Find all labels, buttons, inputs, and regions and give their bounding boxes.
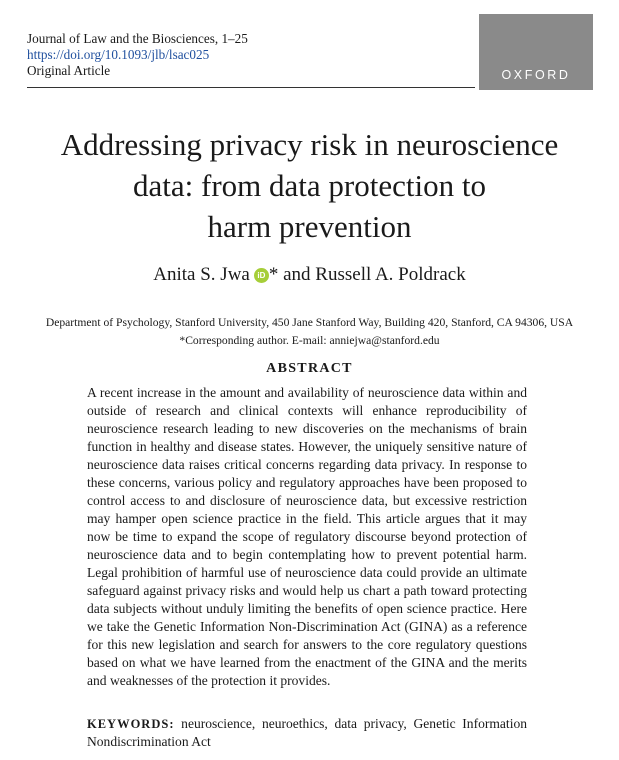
header-divider: [27, 87, 475, 88]
corresponding-author: *Corresponding author. E-mail: anniejwa@stanford.edu: [179, 334, 440, 347]
journal-header: [27, 31, 248, 79]
oxford-logo-text: OXFORD: [501, 68, 571, 82]
oxford-logo: [479, 14, 593, 90]
orcid-icon[interactable]: iD: [254, 268, 269, 283]
author-jwa[interactable]: Anita S. Jwa: [153, 264, 250, 285]
abstract-heading: ABSTRACT: [266, 361, 353, 376]
affiliation-block: [0, 314, 619, 350]
title-line-3: harm prevention: [207, 209, 412, 244]
doi-link[interactable]: https://doi.org/10.1093/jlb/lsac025: [27, 47, 210, 62]
author-list: [0, 264, 619, 286]
keywords: [87, 715, 527, 751]
keywords-label: KEYWORDS:: [87, 717, 175, 731]
affiliation: Department of Psychology, Stanford University, 450 Jane Stanford Way, Building 420, Stanford, CA 94306, USA: [45, 316, 574, 329]
abstract-text: A recent increase in the amount and availability of neuroscience data within and outside of research and clinical contexts will enhance reproducibility of neuroscience research leading to new discoveries on the mechanisms of brain function in healthy and disease states. However, the uniquely sensitive nature of neuroscience data raises critical concerns regarding data privacy. In response to these concerns, various policy and regulatory approaches have been proposed to control access to and disclosure of neuroscience data, but excessive restriction may hamper open science practice in the field. This article argues that it may now be time to expand the scope of regulatory discourse beyond protection of neuroscience data and to begin contemplating how to prevent potential harm. Legal prohibition of harmful use of neuroscience data could provide an ultimate safeguard against privacy risks and would help us chart a path toward protecting data subjects without unduly limiting the benefits of open science practice. Here we take the Genetic Information Non-Discrimination Act (GINA) as a reference for this new legislation and search for answers to the core regulatory questions based on what we have learned from the enactment of the GINA and the merits and weaknesses of the protection it provides.: [87, 385, 527, 688]
keywords-text: neuroscience, neuroethics, data privacy, Genetic Information Nondiscrimination Act: [87, 716, 528, 749]
author-poldrack[interactable]: Russell A. Poldrack: [315, 264, 466, 285]
article-type: Original Article: [27, 63, 111, 78]
author-conjunction: and: [283, 264, 311, 285]
journal-citation: Journal of Law and the Biosciences, 1–25: [27, 31, 248, 46]
title-line-1: Addressing privacy risk in neuroscience: [60, 127, 559, 162]
corresponding-mark: *: [268, 264, 279, 285]
article-title: [0, 124, 619, 247]
title-line-2: data: from data protection to: [133, 168, 486, 203]
